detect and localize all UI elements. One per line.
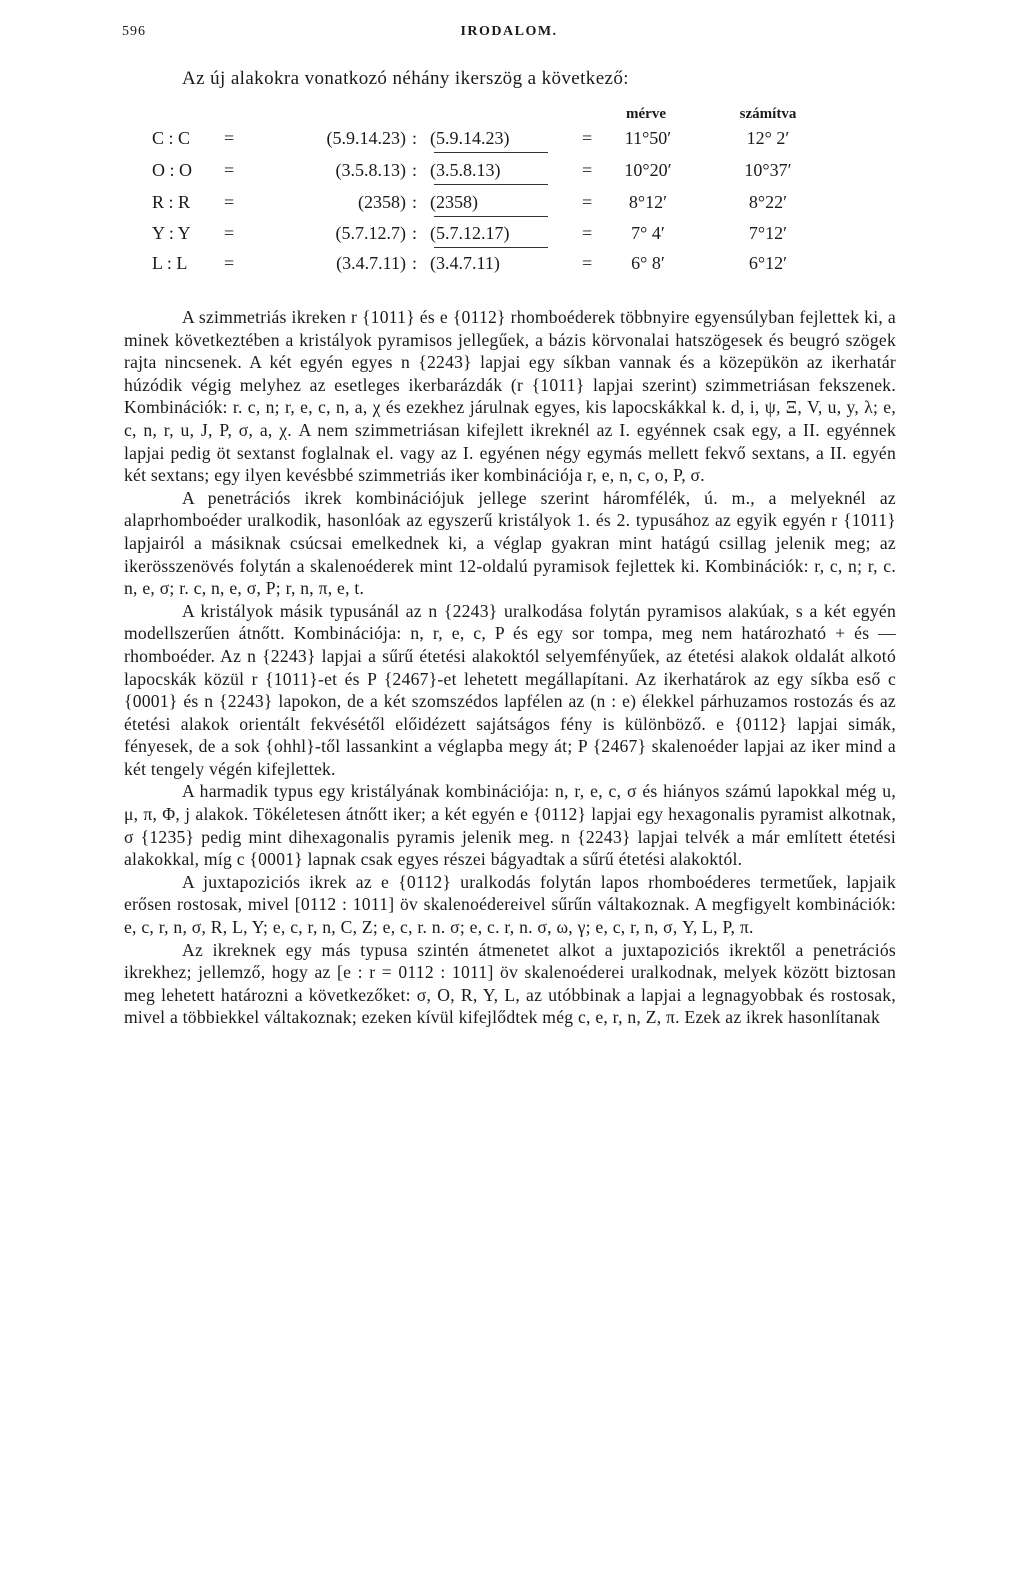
- colon-sign: :: [412, 223, 418, 243]
- form-cell: (3.5.8.13): [335, 160, 406, 180]
- measured-angle: 8°12′: [628, 192, 668, 212]
- equals-sign: =: [582, 223, 593, 243]
- paragraph: A juxtapoziciós ikrek az e {0112} uralkodás folytán lapos rhomboéderes termetűek, lapjaik erősen rostosak, mivel [0112 : 1011] öv skalenoédereivel sűrűn váltakoznak. A megfigyelt kombinációk: e, c, r, n, σ, R, L, Y; e, c, r, n, C, Z; e, c, r. n. σ; e, c. r, n. σ, ω, γ; e, c, r, n, σ, Y, L, P, π.: [124, 871, 896, 938]
- symbol-cell: R : R: [152, 192, 191, 212]
- paragraph: Az ikreknek egy más typusa szintén átmenetet alkot a juxtapoziciós ikrektől a penetrációs ikrekhez; jellemző, hogy az [e : r = 0112 : 1011] öv skalenoéderei uralkodnak, melyek között biztosan meg lehetett határozni a következőket: σ, O, R, Y, L, az utóbbinak a lapjai a legnagyobbak és rostosak, mivel a többiekkel váltakoznak; ezeken kívül kifejlődtek még c, e, r, n, Z, π. Ezek az ikrek hasonlítanak: [124, 939, 896, 1028]
- symbol-cell: C : C: [152, 128, 191, 148]
- equals-sign: =: [582, 253, 593, 273]
- form-cell: (3.5.8.13): [430, 160, 501, 180]
- form-cell: (3.4.7.11): [336, 253, 406, 273]
- equals-sign: =: [224, 253, 235, 273]
- calculated-angle: 12° 2′: [746, 128, 790, 148]
- form-cell: (5.7.12.17): [430, 223, 510, 243]
- equals-sign: =: [224, 160, 235, 180]
- table-row: [0, 223, 1024, 253]
- symbol-cell: O : O: [152, 160, 192, 180]
- equals-sign: =: [224, 223, 235, 243]
- paragraph: A penetrációs ikrek kombinációjuk jellege szerint háromfélék, ú. m., a melyeknél az alaprhomboéder uralkodik, hasonlóak az egyszerű kristályok 1. és 2. typusához az egyik egyén r {1011} lapjairól a másiknak csúcsai emelkednek ki, a véglap gyakran mint hatágú csillag jelenik meg; az ikerösszenövés folytán a skalenoéderek mint 12-oldalú pyramisok fejlettek ki. Kombinációk: r, c, n; r, c. n, e, σ; r. c, n, e, σ, P; r, n, π, e, t.: [124, 487, 896, 599]
- form-underline: [434, 152, 548, 153]
- table-row: [0, 128, 1024, 158]
- calculated-angle: 7°12′: [748, 223, 788, 243]
- colon-sign: :: [412, 128, 418, 148]
- equals-sign: =: [582, 160, 593, 180]
- colon-sign: :: [412, 253, 418, 273]
- header-calculated: számítva: [739, 106, 797, 122]
- form-cell: (2358): [430, 192, 478, 212]
- measured-angle: 7° 4′: [631, 223, 665, 243]
- calculated-angle: 6°12′: [748, 253, 788, 273]
- form-cell: (5.7.12.7): [335, 223, 406, 243]
- colon-sign: :: [412, 160, 418, 180]
- colon-sign: :: [412, 192, 418, 212]
- form-underline: [434, 184, 548, 185]
- form-cell: (2358): [358, 192, 406, 212]
- form-cell: (5.9.14.23): [430, 128, 510, 148]
- form-underline: [434, 247, 548, 248]
- equals-sign: =: [224, 192, 235, 212]
- page-number: 596: [122, 24, 146, 39]
- paragraph: A kristályok másik typusánál az n {2243} uralkodása folytán pyramisos alakúak, s a két egyén modellszerűen átnőtt. Kombinációja: n, r, e, c, P és egy sor tompa, meg nem határozható + és — rhomboéder. Az n {2243} lapjai a sűrű étetési alakoktól selyemfényűek, az étetési alakok oldalát alkotó lapocskák közül r {1011}-et és P {2467}-et lehetett megállapítani. Az ikerhatárok az egy síkba eső c {0001} és n {2243} lapokon, de a két szomszédos lapfélen az (n : e) élekkel párhuzamos rostozás és az étetési alakok orientált fekvésétől előidézett sajátságos fény is különböző. e {0112} lapjai simák, fényesek, de a sok {ohhl}-től lassankint a véglapba megy át; P {2467} skalenoéder lapjai az iker mind a két tengely végén kifejlettek.: [124, 600, 896, 779]
- equals-sign: =: [582, 128, 593, 148]
- running-head: IRODALOM.: [460, 24, 558, 39]
- paragraph: A szimmetriás ikreken r {1011} és e {0112} rhomboéderek többnyire egyensúlyban fejlettek ki, a minek következtében a kristályok pyramisos jellegűek, a bázis körvonalai hatszögesek és beugró szögek rajta nincsenek. A két egyén egyes n {2243} lapjai egy síkban vannak és a közepükön az ikerhatár húzódik végig melyhez az esetleges ikerbarázdák (r {1011} lapjai szerint) szimmetriásan fekszenek. Kombinációk: r. c, n; r, e, c, n, a, χ és ezekhez járulnak egyes, kis lapocskákkal k. d, i, ψ, Ξ, V, u, y, λ; e, c, n, r, u, J, P, σ, a, χ. A nem szimmetriásan kifejlett ikreknél az I. egyénnek csak egy, a II. egyénnek lapjai pedig öt sextanst foglalnak el. vagy az I. egyénen négy egymás mellett fekvő sextans, a II. egyén két sextans; egy ilyen kevésbbé szimmetriás iker kombinációja r, e, n, c, o, P, σ.: [124, 307, 896, 486]
- measured-angle: 6° 8′: [631, 253, 665, 273]
- symbol-cell: L : L: [152, 253, 188, 273]
- equals-sign: =: [224, 128, 235, 148]
- form-cell: (5.9.14.23): [326, 128, 406, 148]
- paragraph: A harmadik typus egy kristályának kombinációja: n, r, e, c, σ és hiányos számú lapokkal még u, μ, π, Φ, j alakok. Tökéletesen átnőtt iker; a két egyén e {0112} lapjai egy hexagonalis pyramist alkotnak, σ {1235} pedig mint dihexagonalis pyramis jelenik meg. n {2243} lapjai telvék a már említett étetési alakokkal, míg c {0001} lapnak csak egyes részei bágyadtak a sűrű étetési alakoktól.: [124, 781, 896, 870]
- calculated-angle: 8°22′: [748, 192, 788, 212]
- calculated-angle: 10°37′: [744, 160, 792, 180]
- table-row: [0, 253, 1024, 283]
- table-row: [0, 160, 1024, 190]
- symbol-cell: Y : Y: [152, 223, 191, 243]
- twin-angle-table: [0, 0, 1024, 300]
- form-underline: [434, 216, 548, 217]
- equals-sign: =: [582, 192, 593, 212]
- header-measured: mérve: [626, 106, 666, 122]
- measured-angle: 10°20′: [624, 160, 672, 180]
- form-cell: (3.4.7.11): [430, 253, 500, 273]
- measured-angle: 11°50′: [624, 128, 672, 148]
- body-text: [124, 306, 896, 1029]
- intro-sentence: Az új alakokra vonatkozó néhány ikerszög a következő:: [182, 68, 629, 89]
- table-row: [0, 192, 1024, 222]
